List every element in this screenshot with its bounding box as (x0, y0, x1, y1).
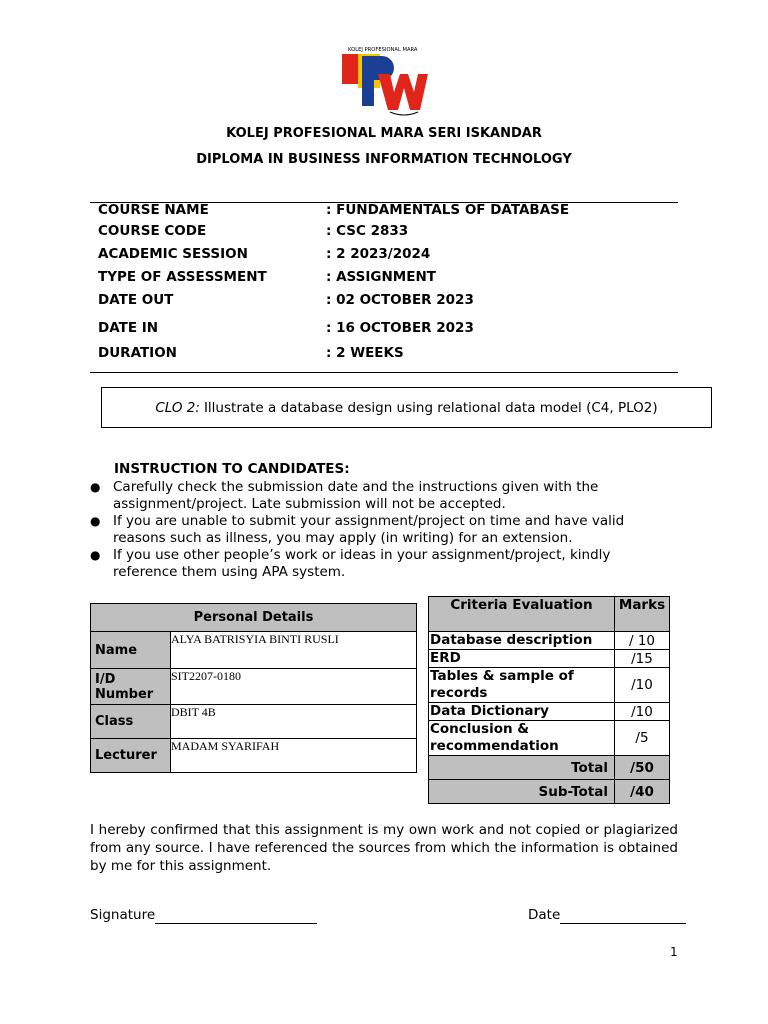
assessment-type-label: TYPE OF ASSESSMENT (98, 269, 267, 285)
bullet-2-dot: ● (90, 514, 101, 528)
bullet-3-dot: ● (90, 548, 101, 562)
date-field[interactable] (528, 907, 686, 924)
marks-header: Marks (615, 597, 670, 632)
subtotal-label: Sub-Total (429, 780, 615, 804)
criteria-name: Tables & sample of records (429, 668, 615, 703)
date-line (560, 909, 686, 924)
academic-session-value: : 2 2023/2024 (326, 246, 431, 262)
criteria-name: Conclusion & recommendation (429, 721, 615, 756)
criteria-name: Data Dictionary (429, 703, 615, 721)
criteria-marks: /15 (615, 650, 670, 668)
academic-session-label: ACADEMIC SESSION (98, 246, 248, 262)
subtotal-marks: /40 (615, 780, 670, 804)
class-value: DBIT 4B (171, 705, 417, 739)
total-marks: /50 (615, 756, 670, 780)
date-label: Date (528, 907, 561, 923)
lecturer-value: MADAM SYARIFAH (171, 739, 417, 773)
signature-field[interactable] (90, 907, 317, 924)
instruction-bullet-1: Carefully check the submission date and the instructions given with the assignment/project. Late submission will not be accepted. (113, 479, 599, 512)
clo-box (101, 387, 712, 428)
logo-top-text: KOLEJ PROFESIONAL MARA (348, 47, 418, 53)
date-out-label: DATE OUT (98, 292, 174, 308)
clo-text: Illustrate a database design using relational data model (C4, PLO2) (203, 399, 658, 416)
table-row (91, 705, 417, 739)
table-row (91, 669, 417, 705)
signature-line (155, 909, 317, 924)
duration-value: : 2 WEEKS (326, 345, 404, 361)
table-row (429, 632, 670, 650)
course-name-value: : FUNDAMENTALS OF DATABASE (326, 202, 570, 218)
total-row (429, 756, 670, 780)
table-row (429, 721, 670, 756)
criteria-header: Criteria Evaluation (429, 597, 615, 632)
table-row (91, 632, 417, 669)
instruction-bullet-3: If you use other people’s work or ideas in your assignment/project, kindly reference them using APA system. (113, 547, 611, 580)
criteria-table (428, 596, 670, 804)
criteria-name: Database description (429, 632, 615, 650)
name-label: Name (91, 632, 171, 669)
criteria-marks: /5 (615, 721, 670, 756)
clo-prefix: CLO 2: (155, 399, 200, 416)
name-value: ALYA BATRISYIA BINTI RUSLI (171, 632, 417, 669)
criteria-name: ERD (429, 650, 615, 668)
criteria-marks: / 10 (615, 632, 670, 650)
signature-label: Signature (90, 907, 156, 923)
date-in-label: DATE IN (98, 320, 159, 336)
assessment-type-value: : ASSIGNMENT (326, 269, 436, 285)
criteria-marks: /10 (615, 668, 670, 703)
date-out-value: : 02 OCTOBER 2023 (326, 292, 474, 308)
bottom-divider (90, 372, 678, 373)
course-name-label: COURSE NAME (98, 202, 209, 218)
table-row (91, 739, 417, 773)
instructions-title: INSTRUCTION TO CANDIDATES: (114, 461, 350, 477)
personal-details-table (90, 603, 417, 773)
course-code-label: COURSE CODE (98, 223, 207, 239)
personal-details-title: Personal Details (91, 604, 417, 632)
lecturer-label: Lecturer (91, 739, 171, 773)
college-logo (338, 44, 430, 120)
course-code-value: : CSC 2833 (326, 223, 409, 239)
college-name: KOLEJ PROFESIONAL MARA SERI ISKANDAR (226, 126, 542, 141)
duration-label: DURATION (98, 345, 177, 361)
criteria-marks: /10 (615, 703, 670, 721)
subtotal-row (429, 780, 670, 804)
id-number-label: I/D Number (91, 669, 171, 705)
total-label: Total (429, 756, 615, 780)
table-row (429, 668, 670, 703)
table-row (429, 650, 670, 668)
date-in-value: : 16 OCTOBER 2023 (326, 320, 474, 336)
instruction-bullet-2: If you are unable to submit your assignment/project on time and have valid reasons such as illness, you may apply (in writing) for an extension. (113, 513, 625, 546)
class-label: Class (91, 705, 171, 739)
id-number-value: SIT2207-0180 (171, 669, 417, 705)
programme-name: DIPLOMA IN BUSINESS INFORMATION TECHNOLOGY (196, 152, 572, 167)
page-number: 1 (670, 945, 678, 959)
declaration-text: I hereby confirmed that this assignment is my own work and not copied or plagiarized from any source. I have referenced the sources from which the information is obtained by me for this assignment. (90, 822, 678, 874)
table-row (429, 703, 670, 721)
bullet-1-dot: ● (90, 480, 101, 494)
